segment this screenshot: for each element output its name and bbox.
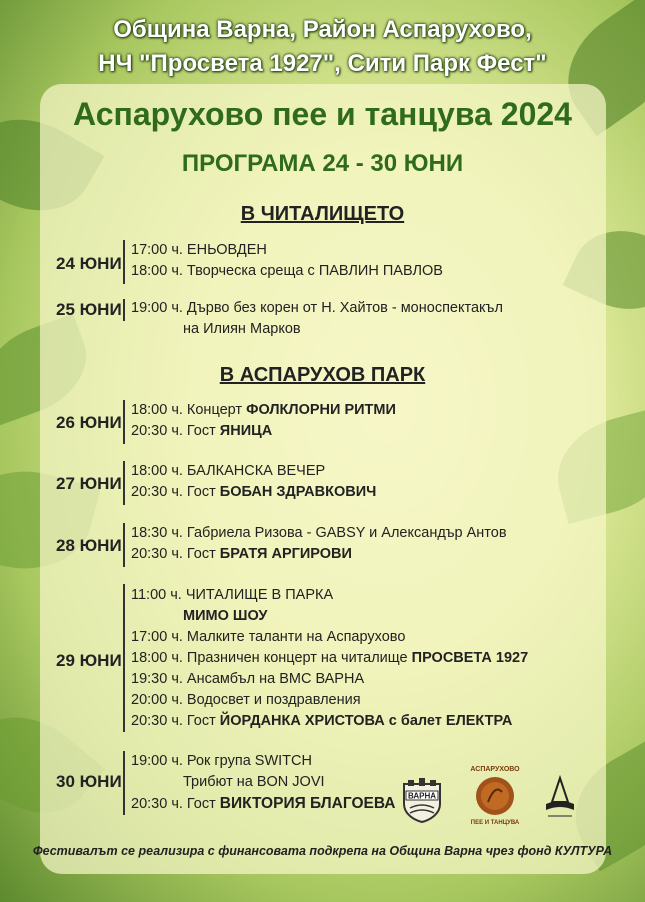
event-line: 19:30 ч. Ансамбъл на ВМС ВАРНА <box>131 671 365 687</box>
divider <box>123 299 125 321</box>
day-25-label: 25 ЮНИ <box>56 300 122 319</box>
event-line: Трибют на BON JOVI <box>183 774 325 790</box>
event-guest: ПРОСВЕТА 1927 <box>411 650 529 666</box>
event-line: 19:00 ч. Дърво без корен от Н. Хайтов - моноспектакъл <box>131 300 503 316</box>
event-text: 20:30 ч. Гост <box>131 796 220 812</box>
event-text: 20:30 ч. Гост <box>131 546 220 562</box>
event-line: МИМО ШОУ <box>183 608 268 624</box>
program-dates: ПРОГРАМА 24 - 30 ЮНИ <box>181 150 464 177</box>
festival-title: Аспарухово пее и танцува 2024 <box>73 96 572 132</box>
varna-logo-text: ВАРНА <box>407 791 437 801</box>
divider <box>123 400 125 444</box>
event-line <box>131 423 272 439</box>
event-line: 20:00 ч. Водосвет и поздравления <box>131 692 361 708</box>
asparuhovo-logo-bottom-text: ПЕЕ И ТАНЦУВА <box>470 820 520 826</box>
event-line <box>131 402 396 418</box>
asparuhovo-festival-logo <box>466 762 524 828</box>
section-park: В АСПАРУХОВ ПАРК <box>219 364 426 386</box>
section-chitalishte: В ЧИТАЛИЩЕТО <box>240 203 405 225</box>
organizer-line-2: НЧ "Просвета 1927", Сити Парк Фест" <box>98 50 547 77</box>
event-guest: БРАТЯ АРГИРОВИ <box>219 546 352 562</box>
event-line <box>131 484 376 500</box>
event-line: 17:00 ч. Малките таланти на Аспарухово <box>131 629 406 645</box>
event-guest: ПАВЛИН ПАВЛОВ <box>318 263 443 279</box>
event-line: 18:00 ч. БАЛКАНСКА ВЕЧЕР <box>131 463 326 479</box>
chitalishte-book-logo <box>540 772 580 822</box>
asparuhovo-logo-top-text: АСПАРУХОВО <box>470 766 520 773</box>
event-guest: ФОЛКЛОРНИ РИТМИ <box>246 402 396 418</box>
divider <box>123 584 125 732</box>
event-text: 20:30 ч. Гост <box>131 713 220 729</box>
event-line: на Илиян Марков <box>183 321 301 337</box>
divider <box>123 751 125 815</box>
divider <box>123 240 125 284</box>
day-27-label: 27 ЮНИ <box>56 474 122 493</box>
day-30-label: 30 ЮНИ <box>56 772 122 791</box>
day-26-label: 26 ЮНИ <box>56 413 122 432</box>
event-guest: ЯНИЦА <box>219 423 273 439</box>
day-24-label: 24 ЮНИ <box>56 254 122 273</box>
divider <box>123 461 125 505</box>
event-line <box>131 650 528 666</box>
divider <box>123 523 125 567</box>
funding-footer: Фестивалът се реализира с финансовата подкрепа на Община Варна чрез фонд КУЛТУРА <box>32 844 613 858</box>
event-text: 20:30 ч. Гост <box>131 423 220 439</box>
event-line: 17:00 ч. ЕНЬОВДЕН <box>131 242 267 258</box>
event-guest: ЙОРДАНКА ХРИСТОВА с балет ЕЛЕКТРА <box>219 713 513 729</box>
event-line <box>131 795 395 813</box>
event-text: 18:00 ч. Творческа среща с <box>131 263 319 279</box>
event-text: 18:00 ч. Празничен концерт на читалище <box>131 650 412 666</box>
day-28-label: 28 ЮНИ <box>56 536 122 555</box>
event-line: 18:30 ч. Габриела Ризова - GABSY и Александър Антов <box>131 525 507 541</box>
event-guest: ВИКТОРИЯ БЛАГОЕВА <box>219 795 396 812</box>
event-text: 20:30 ч. Гост <box>131 484 220 500</box>
event-line <box>131 713 512 729</box>
event-line <box>131 263 443 279</box>
event-line: 19:00 ч. Рок група SWITCH <box>131 753 312 769</box>
event-text: 18:00 ч. Концерт <box>131 402 247 418</box>
event-guest: БОБАН ЗДРАВКОВИЧ <box>219 484 377 500</box>
event-line <box>131 546 352 562</box>
event-line: 11:00 ч. ЧИТАЛИЩЕ В ПАРКА <box>131 587 334 603</box>
day-29-label: 29 ЮНИ <box>56 651 122 670</box>
organizer-line-1: Община Варна, Район Аспарухово, <box>113 16 532 43</box>
varna-coat-of-arms-logo <box>398 776 446 824</box>
